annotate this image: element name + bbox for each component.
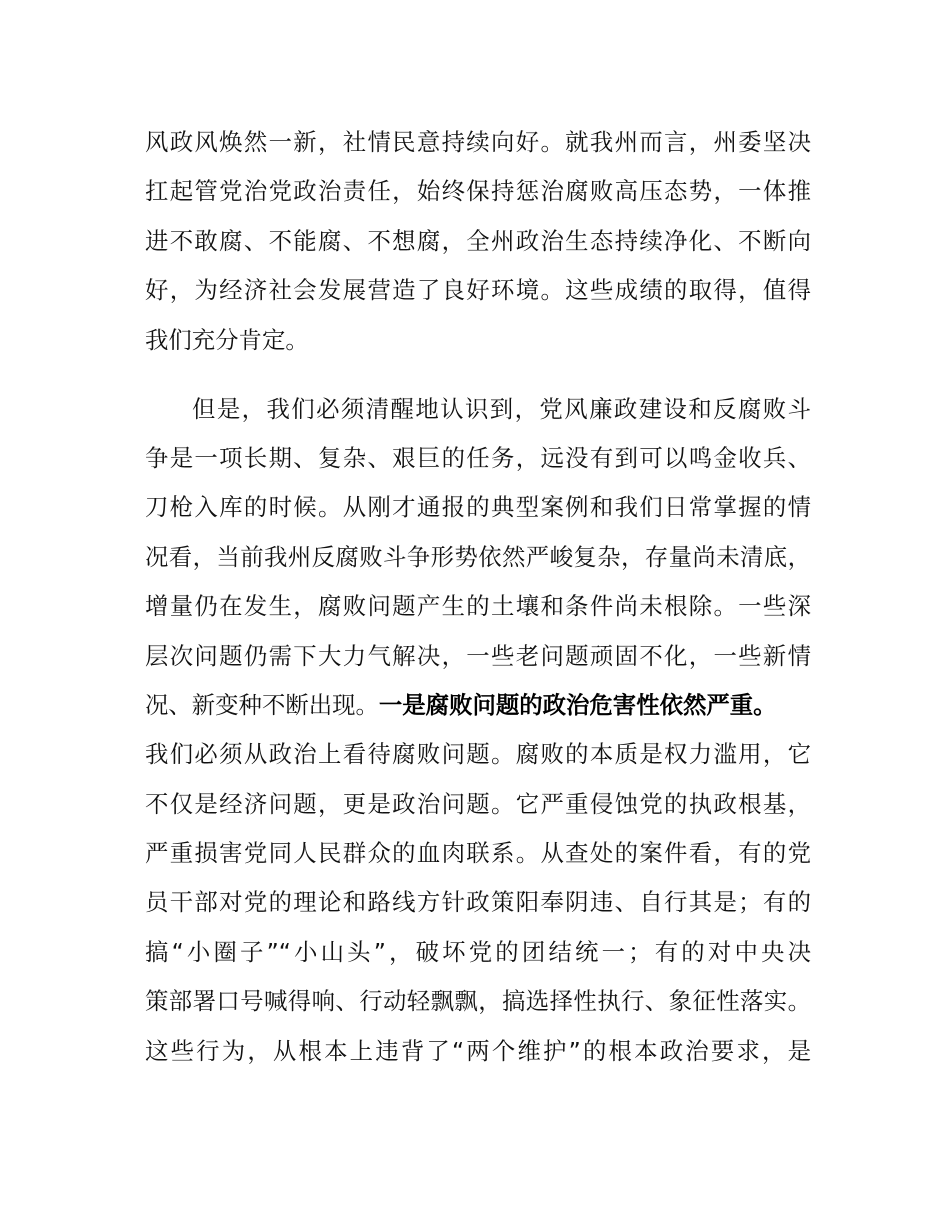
text-line: 进不敢腐、不能腐、不想腐，全州政治生态持续净化、不断向: [145, 226, 811, 255]
text-line: 增量仍在发生，腐败问题产生的土壤和条件尚未根除。一些深: [145, 592, 811, 621]
text-line: [145, 681, 811, 730]
text-line: 搞“小圈子”“小山头”，破坏党的团结统一；有的对中央决: [145, 937, 811, 966]
text-line: 扛起管党治党政治责任，始终保持惩治腐败高压态势，一体推: [145, 177, 811, 206]
text-line: 我们必须从政治上看待腐败问题。腐败的本质是权力滥用，它: [145, 740, 811, 769]
text-line: 况看，当前我州反腐败斗争形势依然严峻复杂，存量尚未清底，: [145, 542, 811, 571]
text-line: 争是一项长期、复杂、艰巨的任务，远没有到可以鸣金收兵、: [145, 443, 811, 472]
text-line: 我们充分肯定。: [145, 325, 309, 354]
bold-heading-text: 一是腐败问题的政治危害性依然严重。: [378, 690, 777, 719]
text-line: 员干部对党的理论和路线方针政策阳奉阴违、自行其是；有的: [145, 888, 811, 917]
text-line: 但是，我们必须清醒地认识到，党风廉政建设和反腐败斗: [192, 394, 811, 423]
text-line: 风政风焕然一新，社情民意持续向好。就我州而言，州委坚决: [145, 128, 811, 156]
document-page: [145, 118, 811, 1096]
text-line: 好，为经济社会发展营造了良好环境。这些成绩的取得，值得: [145, 276, 811, 305]
text-line: 严重损害党同人民群众的血肉联系。从查处的案件看，有的党: [145, 839, 811, 868]
text-line: 不仅是经济问题，更是政治问题。它严重侵蚀党的执政根基，: [145, 789, 811, 818]
paragraph-1: [145, 118, 811, 365]
plain-text: 况、新变种不断出现。: [145, 690, 379, 719]
paragraph-2: [145, 385, 811, 1076]
text-line: 这些行为，从根本上违背了“两个维护”的根本政治要求，是: [145, 1036, 811, 1065]
text-line: 刀枪入库的时候。从刚才通报的典型案例和我们日常掌握的情: [145, 493, 811, 522]
text-line: 策部署口号喊得响、行动轻飘飘，搞选择性执行、象征性落实。: [145, 987, 811, 1016]
text-line: 层次问题仍需下大力气解决，一些老问题顽固不化，一些新情: [145, 641, 811, 670]
